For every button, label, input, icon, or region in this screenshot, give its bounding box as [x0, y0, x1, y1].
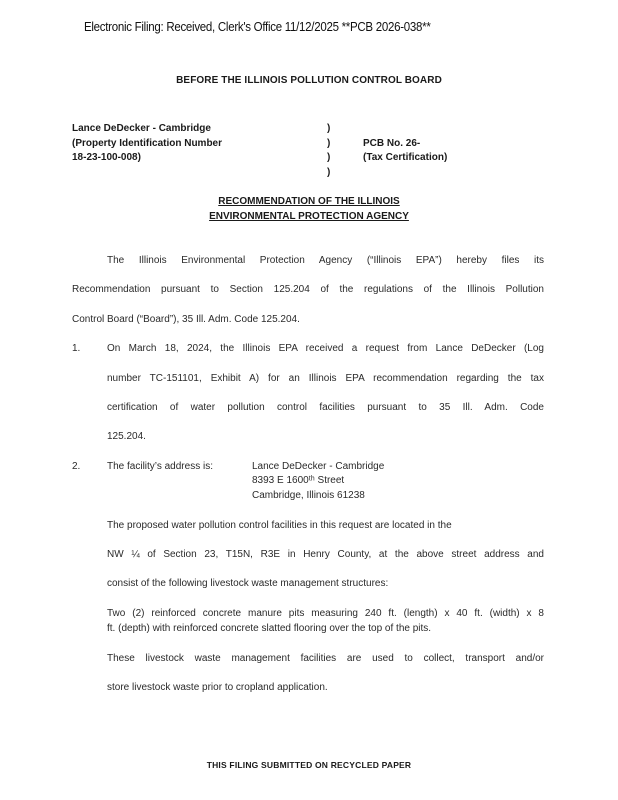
address-city: Cambridge, Illinois 61238 — [252, 490, 365, 501]
use-line: These livestock waste management facilities are used to collect, transport and/or — [107, 653, 544, 664]
recommendation-title-line: ENVIRONMENTAL PROTECTION AGENCY — [209, 210, 409, 222]
recommendation-title — [0, 195, 618, 224]
address-street: 8393 E 1600ᵗʰ Street — [252, 475, 345, 486]
case-caption — [72, 121, 552, 183]
location-line: consist of the following livestock waste management structures: — [107, 578, 389, 589]
intro-line: Control Board (“Board”), 35 Ill. Adm. Code 125.204. — [72, 314, 300, 325]
location-line: The proposed water pollution control facilities in this request are located in the — [107, 520, 452, 531]
caption-paren: ) — [327, 123, 331, 134]
structure-line: ft. (depth) with reinforced concrete slatted flooring over the top of the pits. — [107, 623, 432, 634]
facility-address-label: The facility’s address is: — [107, 461, 213, 472]
filing-stamp: Electronic Filing: Received, Clerk's Office 11/12/2025 **PCB 2026-038** — [84, 20, 431, 34]
caption-pin-number: 18-23-100-008) — [72, 152, 141, 163]
intro-line: Recommendation pursuant to Section 125.204 of the regulations of the Illinois Pollution — [72, 284, 544, 295]
paragraph-number: 2. — [72, 461, 81, 472]
paragraph-1-line: On March 18, 2024, the Illinois EPA received a request from Lance DeDecker (Log — [107, 343, 544, 354]
intro-line: The Illinois Environmental Protection Agency (“Illinois EPA”) hereby files its — [107, 255, 544, 266]
caption-party-name: Lance DeDecker - Cambridge — [72, 123, 211, 134]
location-line: NW ¼ of Section 23, T15N, R3E in Henry County, at the above street address and — [107, 549, 544, 560]
recycled-paper-footer: THIS FILING SUBMITTED ON RECYCLED PAPER — [206, 760, 412, 770]
caption-tax-certification: (Tax Certification) — [363, 152, 448, 163]
paragraph-1-line: number TC-151101, Exhibit A) for an Illinois EPA recommendation regarding the tax — [107, 373, 544, 384]
paragraph-number: 1. — [72, 343, 81, 354]
structure-line: Two (2) reinforced concrete manure pits measuring 240 ft. (length) x 40 ft. (width) x 8 — [107, 608, 544, 619]
caption-paren: ) — [327, 137, 331, 149]
paragraph-1-line: certification of water pollution control facilities pursuant to 35 Ill. Adm. Code — [107, 402, 544, 413]
paragraph-1-line: 125.204. — [107, 431, 146, 442]
caption-pin-label: (Property Identification Number — [72, 137, 223, 149]
caption-paren: ) — [327, 152, 331, 163]
caption-pcb-number: PCB No. 26- — [363, 137, 421, 149]
address-name: Lance DeDecker - Cambridge — [252, 461, 385, 472]
use-line: store livestock waste prior to cropland application. — [107, 682, 328, 693]
caption-paren: ) — [327, 166, 331, 178]
recommendation-title-line: RECOMMENDATION OF THE ILLINOIS — [218, 196, 400, 207]
board-title: BEFORE THE ILLINOIS POLLUTION CONTROL BOARD — [176, 75, 442, 86]
